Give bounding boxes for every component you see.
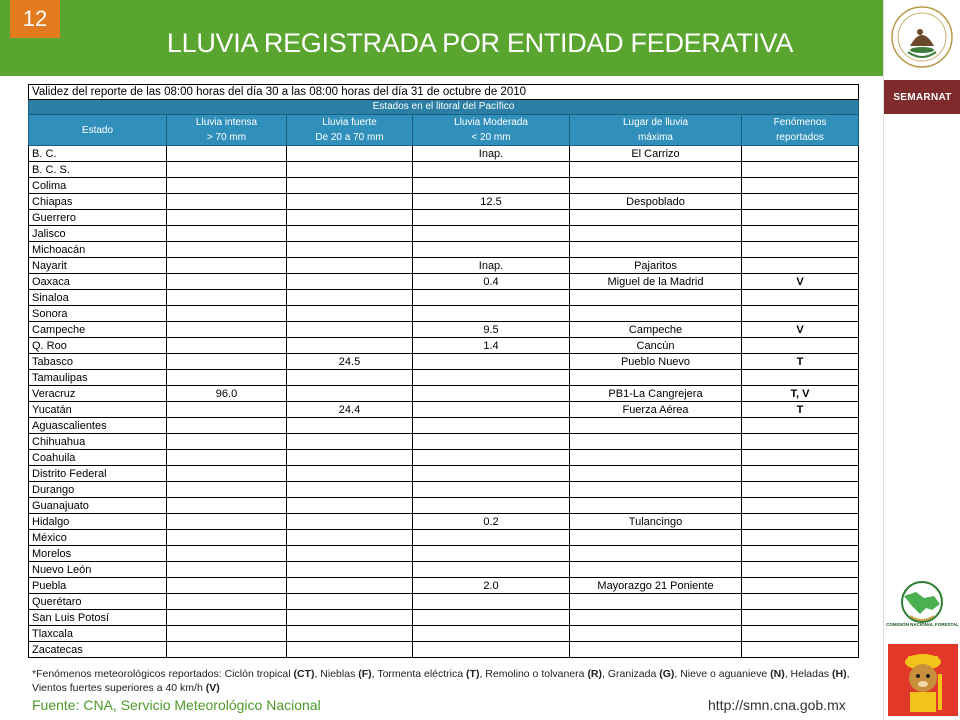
cell-intensa (167, 546, 287, 562)
table-row (29, 306, 859, 322)
cell-intensa (167, 466, 287, 482)
cell-fenomenos (742, 178, 859, 194)
cell-estado: Aguascalientes (29, 418, 167, 434)
cell-fenomenos (742, 530, 859, 546)
cell-fenomenos: T, V (742, 386, 859, 402)
cell-intensa (167, 562, 287, 578)
cell-intensa (167, 210, 287, 226)
cell-fenomenos (742, 626, 859, 642)
cell-fenomenos (742, 418, 859, 434)
cell-fuerte (287, 210, 413, 226)
cell-estado: Distrito Federal (29, 466, 167, 482)
cell-intensa (167, 258, 287, 274)
cell-moderada: 1.4 (413, 338, 570, 354)
cell-lugar: Miguel de la Madrid (570, 274, 742, 290)
cell-intensa (167, 306, 287, 322)
cell-intensa (167, 578, 287, 594)
table-row (29, 578, 859, 594)
cell-estado: Zacatecas (29, 642, 167, 658)
cell-fuerte (287, 498, 413, 514)
cell-lugar: Despoblado (570, 194, 742, 210)
table-row (29, 514, 859, 530)
phenomena-footnote: *Fenómenos meteorológicos reportados: Ciclón tropical (CT), Nieblas (F), Tormenta eléctrica (T), Remolino o tolvanera (R), Granizada (G), Nieve o aguanieve (N), Heladas (H), Vientos fuertes superiores a 40 km/h (V) (32, 668, 850, 694)
source-url: http://smn.cna.gob.mx (708, 697, 846, 713)
cell-estado: Campeche (29, 322, 167, 338)
cell-fenomenos (742, 466, 859, 482)
table-row (29, 162, 859, 178)
table-row (29, 498, 859, 514)
cell-intensa (167, 626, 287, 642)
cell-lugar (570, 562, 742, 578)
cell-moderada (413, 546, 570, 562)
rainfall-table-container (28, 84, 858, 658)
source-credit: Fuente: CNA, Servicio Meteorológico Nacional (32, 697, 321, 713)
cell-moderada (413, 210, 570, 226)
cell-fuerte (287, 562, 413, 578)
cell-fuerte (287, 242, 413, 258)
cell-fuerte (287, 386, 413, 402)
cell-lugar (570, 642, 742, 658)
header-lluvia-fuerte: Lluvia fuerte De 20 a 70 mm (287, 115, 413, 146)
cell-estado: Oaxaca (29, 274, 167, 290)
cell-fuerte (287, 194, 413, 210)
cell-estado: Coahuila (29, 450, 167, 466)
table-row (29, 402, 859, 418)
cell-estado: Tlaxcala (29, 626, 167, 642)
cell-fuerte: 24.5 (287, 354, 413, 370)
cell-estado: Nuevo León (29, 562, 167, 578)
region-label: Estados en el litoral del Pacífico (29, 100, 859, 115)
cell-intensa (167, 354, 287, 370)
cell-intensa (167, 450, 287, 466)
cell-fuerte (287, 482, 413, 498)
validity-row (29, 85, 859, 100)
table-header-row (29, 115, 859, 146)
table-row (29, 226, 859, 242)
table-row (29, 258, 859, 274)
cell-fenomenos (742, 226, 859, 242)
cell-fuerte (287, 258, 413, 274)
cell-moderada (413, 418, 570, 434)
cell-lugar: Cancún (570, 338, 742, 354)
cell-lugar (570, 418, 742, 434)
cell-fenomenos (742, 482, 859, 498)
cell-lugar (570, 178, 742, 194)
cell-lugar: Tulancingo (570, 514, 742, 530)
table-row (29, 594, 859, 610)
cell-lugar (570, 626, 742, 642)
table-row (29, 610, 859, 626)
cell-fenomenos (742, 338, 859, 354)
cell-fenomenos (742, 258, 859, 274)
cell-estado: Yucatán (29, 402, 167, 418)
cell-fuerte (287, 178, 413, 194)
cell-estado: Colima (29, 178, 167, 194)
cell-moderada (413, 626, 570, 642)
cell-fuerte (287, 466, 413, 482)
cell-fenomenos: V (742, 274, 859, 290)
cell-moderada: Inap. (413, 146, 570, 162)
cell-estado: Guerrero (29, 210, 167, 226)
table-row (29, 322, 859, 338)
cell-fenomenos: T (742, 402, 859, 418)
cell-lugar (570, 594, 742, 610)
cell-moderada (413, 354, 570, 370)
header-estado: Estado (29, 115, 167, 146)
cell-moderada (413, 498, 570, 514)
cell-fuerte (287, 322, 413, 338)
cell-moderada: 2.0 (413, 578, 570, 594)
validity-text: Validez del reporte de las 08:00 horas del día 30 a las 08:00 horas del día 31 de octubre de 2010 (29, 85, 859, 100)
cell-lugar: PB1-La Cangrejera (570, 386, 742, 402)
cell-moderada (413, 642, 570, 658)
cell-moderada (413, 290, 570, 306)
cell-estado: Querétaro (29, 594, 167, 610)
cell-intensa (167, 226, 287, 242)
cell-lugar: El Carrizo (570, 146, 742, 162)
cell-estado: B. C. (29, 146, 167, 162)
cell-intensa (167, 274, 287, 290)
cell-lugar (570, 498, 742, 514)
table-row (29, 146, 859, 162)
cell-estado: Morelos (29, 546, 167, 562)
cell-fenomenos (742, 594, 859, 610)
cell-intensa (167, 530, 287, 546)
table-row (29, 370, 859, 386)
cell-intensa (167, 610, 287, 626)
table-row (29, 274, 859, 290)
cell-moderada: 0.2 (413, 514, 570, 530)
cell-moderada (413, 226, 570, 242)
cell-fenomenos (742, 610, 859, 626)
cell-moderada (413, 562, 570, 578)
table-row (29, 450, 859, 466)
cell-lugar (570, 466, 742, 482)
cell-fenomenos (742, 306, 859, 322)
cell-lugar (570, 482, 742, 498)
cell-moderada (413, 530, 570, 546)
cell-intensa: 96.0 (167, 386, 287, 402)
cell-moderada (413, 370, 570, 386)
table-row (29, 642, 859, 658)
cell-fenomenos (742, 242, 859, 258)
table-row (29, 562, 859, 578)
cell-fuerte (287, 450, 413, 466)
cell-estado: Sonora (29, 306, 167, 322)
cell-estado: Chihuahua (29, 434, 167, 450)
cell-fenomenos (742, 194, 859, 210)
cell-intensa (167, 498, 287, 514)
cell-moderada (413, 450, 570, 466)
cell-moderada: Inap. (413, 258, 570, 274)
cell-lugar: Fuerza Aérea (570, 402, 742, 418)
cell-lugar (570, 610, 742, 626)
cell-fuerte: 24.4 (287, 402, 413, 418)
slide-title: LLUVIA REGISTRADA POR ENTIDAD FEDERATIVA (166, 28, 794, 58)
cell-moderada (413, 306, 570, 322)
cell-fenomenos (742, 642, 859, 658)
header-lugar-lluvia-maxima: Lugar de lluvia máxima (570, 115, 742, 146)
cell-fenomenos (742, 546, 859, 562)
cell-intensa (167, 418, 287, 434)
cell-moderada (413, 482, 570, 498)
cell-fenomenos (742, 370, 859, 386)
table-row (29, 354, 859, 370)
cell-fenomenos (742, 514, 859, 530)
rainfall-table (28, 84, 859, 658)
table-row (29, 546, 859, 562)
cell-fenomenos (742, 562, 859, 578)
cell-fuerte (287, 162, 413, 178)
cell-fenomenos (742, 146, 859, 162)
table-row (29, 530, 859, 546)
cell-fuerte (287, 642, 413, 658)
cell-moderada (413, 610, 570, 626)
slide-header (0, 0, 883, 76)
semarnat-logo: SEMARNAT (884, 80, 960, 114)
cell-fenomenos (742, 210, 859, 226)
cell-lugar (570, 226, 742, 242)
table-row (29, 434, 859, 450)
logo-sidebar (883, 0, 960, 720)
cell-lugar (570, 210, 742, 226)
header-lluvia-intensa: Lluvia intensa > 70 mm (167, 115, 287, 146)
cell-fuerte (287, 594, 413, 610)
cell-moderada (413, 402, 570, 418)
cell-fuerte (287, 418, 413, 434)
table-row (29, 338, 859, 354)
cell-fenomenos: T (742, 354, 859, 370)
cell-fuerte (287, 546, 413, 562)
cell-estado: Tabasco (29, 354, 167, 370)
table-row (29, 418, 859, 434)
cell-moderada (413, 386, 570, 402)
cell-lugar: Pueblo Nuevo (570, 354, 742, 370)
cell-estado: Sinaloa (29, 290, 167, 306)
cell-moderada: 12.5 (413, 194, 570, 210)
cell-estado: Durango (29, 482, 167, 498)
cell-estado: Jalisco (29, 226, 167, 242)
cell-intensa (167, 162, 287, 178)
table-row (29, 178, 859, 194)
cell-estado: México (29, 530, 167, 546)
cell-fuerte (287, 610, 413, 626)
cell-intensa (167, 434, 287, 450)
table-row (29, 210, 859, 226)
cell-intensa (167, 338, 287, 354)
cell-fenomenos (742, 498, 859, 514)
cell-fuerte (287, 514, 413, 530)
cell-estado: Chiapas (29, 194, 167, 210)
cell-fuerte (287, 530, 413, 546)
cell-intensa (167, 482, 287, 498)
cell-lugar (570, 434, 742, 450)
cell-intensa (167, 402, 287, 418)
page-number-badge: 12 (10, 0, 60, 38)
cell-moderada: 0.4 (413, 274, 570, 290)
cell-moderada (413, 434, 570, 450)
cell-estado: Q. Roo (29, 338, 167, 354)
cell-estado: Tamaulipas (29, 370, 167, 386)
cell-fuerte (287, 306, 413, 322)
cell-intensa (167, 146, 287, 162)
cell-lugar (570, 162, 742, 178)
table-row (29, 482, 859, 498)
table-row (29, 626, 859, 642)
cell-lugar: Mayorazgo 21 Poniente (570, 578, 742, 594)
cell-intensa (167, 322, 287, 338)
cell-fuerte (287, 146, 413, 162)
cell-moderada (413, 178, 570, 194)
cell-moderada (413, 162, 570, 178)
cell-intensa (167, 642, 287, 658)
cell-fenomenos (742, 450, 859, 466)
cell-estado: Guanajuato (29, 498, 167, 514)
cell-fenomenos (742, 290, 859, 306)
cell-lugar (570, 370, 742, 386)
forest-ranger-mascot-icon (888, 644, 958, 716)
cell-fuerte (287, 338, 413, 354)
table-row (29, 386, 859, 402)
cell-fenomenos: V (742, 322, 859, 338)
conafor-label: COMISIÓN NACIONAL FORESTAL (886, 622, 959, 627)
cell-estado: Nayarit (29, 258, 167, 274)
cell-estado: Hidalgo (29, 514, 167, 530)
cell-fenomenos (742, 434, 859, 450)
table-row (29, 466, 859, 482)
cell-moderada: 9.5 (413, 322, 570, 338)
cell-fuerte (287, 274, 413, 290)
cell-estado: San Luis Potosí (29, 610, 167, 626)
table-row (29, 290, 859, 306)
cell-fuerte (287, 290, 413, 306)
cell-estado: Veracruz (29, 386, 167, 402)
cell-fuerte (287, 626, 413, 642)
cell-estado: Michoacán (29, 242, 167, 258)
cell-intensa (167, 242, 287, 258)
cell-fuerte (287, 370, 413, 386)
cell-lugar (570, 530, 742, 546)
cell-estado: Puebla (29, 578, 167, 594)
mexico-coat-of-arms-icon (890, 4, 954, 70)
cell-lugar (570, 450, 742, 466)
cell-fuerte (287, 434, 413, 450)
cell-intensa (167, 178, 287, 194)
cell-lugar (570, 306, 742, 322)
cell-fenomenos (742, 162, 859, 178)
cell-moderada (413, 594, 570, 610)
cell-lugar: Campeche (570, 322, 742, 338)
cell-moderada (413, 466, 570, 482)
cell-lugar (570, 546, 742, 562)
cell-intensa (167, 370, 287, 386)
cell-intensa (167, 194, 287, 210)
cell-estado: B. C. S. (29, 162, 167, 178)
cell-lugar (570, 290, 742, 306)
cell-fenomenos (742, 578, 859, 594)
cell-lugar: Pajaritos (570, 258, 742, 274)
table-row (29, 194, 859, 210)
table-row (29, 242, 859, 258)
cell-intensa (167, 514, 287, 530)
header-lluvia-moderada: Lluvia Moderada < 20 mm (413, 115, 570, 146)
cell-lugar (570, 242, 742, 258)
cell-intensa (167, 290, 287, 306)
cell-fuerte (287, 226, 413, 242)
region-row (29, 100, 859, 115)
cell-intensa (167, 594, 287, 610)
header-fenomenos: Fenómenos reportados (742, 115, 859, 146)
cell-moderada (413, 242, 570, 258)
cell-fuerte (287, 578, 413, 594)
